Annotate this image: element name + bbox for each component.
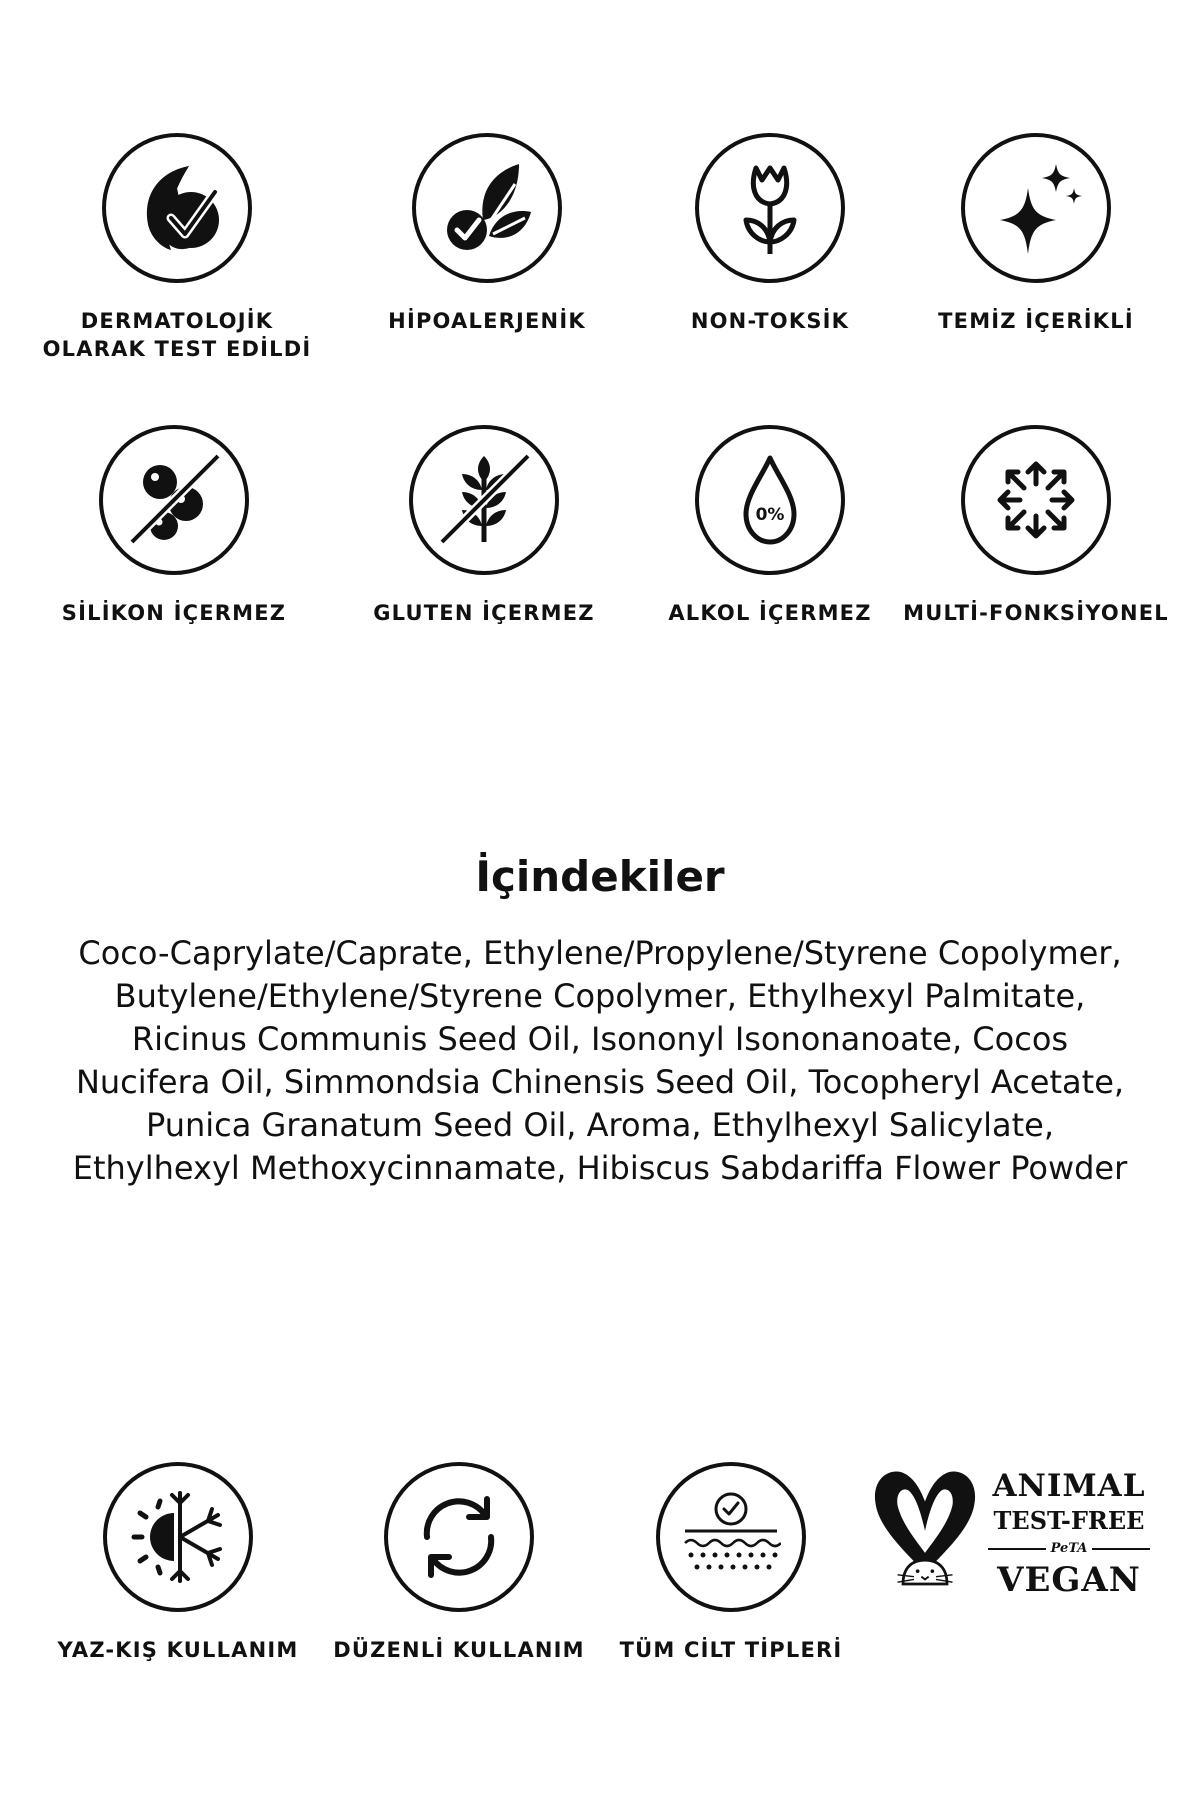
silicone-free-icon — [124, 450, 224, 550]
feature-circle — [409, 425, 559, 575]
alcohol-free-drop-icon — [720, 450, 820, 550]
badge-divider-left — [988, 1548, 1046, 1550]
feature-label: ALKOL İÇERMEZ — [668, 601, 872, 625]
feature-label: SİLİKON İÇERMEZ — [61, 601, 287, 625]
feature-label: YAZ-KIŞ KULLANIM — [57, 1638, 299, 1662]
feature-circle — [384, 1462, 534, 1612]
sun-snow-icon — [128, 1487, 228, 1587]
leaf-check-icon — [127, 158, 227, 258]
feature-circle — [961, 425, 1111, 575]
feature-label: HİPOALERJENİK — [388, 309, 586, 333]
skin-layers-icon — [681, 1487, 781, 1587]
feature-silicone-free — [24, 425, 324, 627]
badge-line-test-free: TEST-FREE — [993, 1506, 1145, 1535]
drop-percent-label: 0% — [755, 505, 785, 525]
feature-label: TEMİZ İÇERİKLİ — [938, 309, 1134, 333]
feature-hypoallergenic — [337, 133, 637, 335]
feature-circle — [102, 133, 252, 283]
feature-label: DÜZENLİ KULLANIM — [333, 1638, 585, 1662]
badge-divider-row — [988, 1540, 1150, 1558]
feature-circle — [961, 133, 1111, 283]
feature-label: DERMATOLOJİK OLARAK TEST EDİLDİ — [42, 309, 312, 361]
badge-line-animal: ANIMAL — [992, 1468, 1146, 1504]
feature-label: TÜM CİLT TİPLERİ — [619, 1638, 843, 1662]
feature-dermatologically-tested — [27, 133, 327, 363]
feature-alcohol-free — [620, 425, 920, 627]
gluten-free-icon — [434, 450, 534, 550]
feature-circle — [412, 133, 562, 283]
feature-circle — [695, 133, 845, 283]
feature-clean-ingredients — [886, 133, 1186, 335]
refresh-cycle-icon — [409, 1487, 509, 1587]
feature-multifunctional — [886, 425, 1186, 627]
ingredients-text: Coco-Caprylate/Caprate, Ethylene/Propylene/Styrene Copolymer, Butylene/Ethylene/Styrene Copolymer, Ethylhexyl Palmitate, Ricinus Communis Seed Oil, Isononyl Isononanoate, Cocos Nucifera Oil, Simmondsia Chinensis Seed Oil, Tocopheryl Acetate, Punica Granatum Seed Oil, Aroma, Ethylhexyl Salicylate, Ethylhexyl Methoxycinnamate, Hibiscus Sabdariffa Flower Powder — [72, 934, 1128, 1187]
feature-label: GLUTEN İÇERMEZ — [373, 601, 595, 625]
feature-label: MULTİ-FONKSİYONEL — [903, 601, 1169, 625]
badge-line-vegan: VEGAN — [997, 1560, 1141, 1600]
tulip-icon — [720, 158, 820, 258]
feature-label: NON-TOKSİK — [690, 309, 850, 333]
feature-circle — [656, 1462, 806, 1612]
peta-bunny-heart-icon — [870, 1464, 980, 1594]
sparkle-icon — [986, 158, 1086, 258]
leaves-check-icon — [437, 158, 537, 258]
multi-arrows-icon — [986, 450, 1086, 550]
ingredients-title: İçindekiler — [475, 852, 725, 901]
badge-divider-right — [1092, 1548, 1150, 1550]
feature-circle — [103, 1462, 253, 1612]
feature-regular-use — [309, 1462, 609, 1664]
feature-gluten-free — [334, 425, 634, 627]
badge-brand: PeTA — [1050, 1541, 1088, 1556]
feature-summer-winter-use — [28, 1462, 328, 1664]
feature-all-skin-types — [581, 1462, 881, 1664]
feature-circle — [695, 425, 845, 575]
feature-non-toxic — [620, 133, 920, 335]
feature-circle — [99, 425, 249, 575]
peta-vegan-badge — [870, 1462, 1150, 1602]
